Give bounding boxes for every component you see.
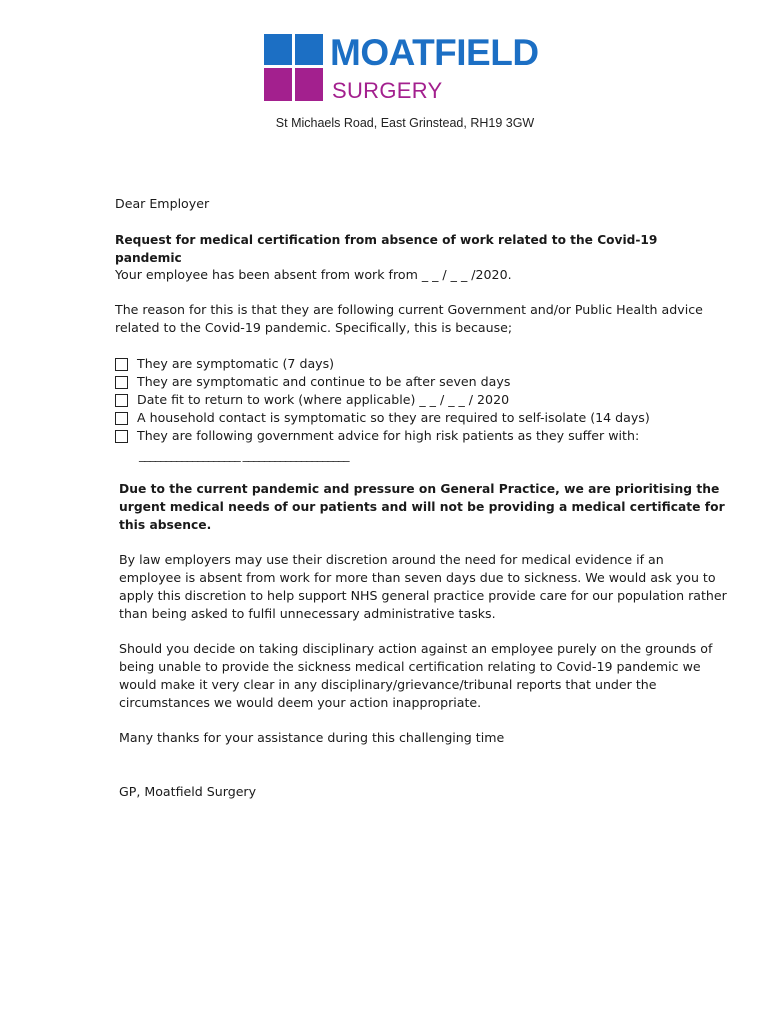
checklist-item-label: They are symptomatic (7 days) (137, 356, 335, 371)
checkbox[interactable] (115, 430, 128, 443)
condition-blank-line[interactable]: ___________________ ____________________ (139, 447, 349, 462)
checklist-item-label: A household contact is symptomatic so they are required to self-isolate (14 days) (137, 410, 650, 425)
surgery-logo (264, 34, 554, 104)
checklist-item-label: Date fit to return to work (where applicable) _ _ / _ _ / 2020 (137, 392, 510, 407)
checklist-item (115, 391, 735, 409)
letter-subject: Request for medical certification from absence of work related to the Covid-19 pandemic (115, 233, 658, 265)
checklist-item-label: They are following government advice for high risk patients as they suffer with: (137, 428, 640, 443)
notice-paragraph: Due to the current pandemic and pressure on General Practice, we are prioritising the urgent medical needs of our patients and will not be providing a medical certificate for this absence. (119, 482, 725, 532)
surgery-address: St Michaels Road, East Grinstead, RH19 3GW (275, 116, 535, 130)
checklist-item (115, 427, 735, 445)
greeting: Dear Employer (115, 196, 210, 211)
absence-date-line: Your employee has been absent from work from _ _ / _ _ /2020. (115, 267, 512, 282)
checkbox[interactable] (115, 376, 128, 389)
logo-wordmark: MOATFIELD (330, 32, 539, 73)
thanks-line: Many thanks for your assistance during this challenging time (119, 730, 505, 745)
checkbox[interactable] (115, 394, 128, 407)
checklist-item-label: They are symptomatic and continue to be after seven days (137, 374, 511, 389)
logo-subtitle: SURGERY (332, 78, 443, 103)
logo-squares-icon (264, 34, 324, 102)
checkbox[interactable] (115, 358, 128, 371)
disciplinary-paragraph: Should you decide on taking disciplinary action against an employee purely on the grounds of being unable to provide the sickness medical certification relating to Covid-19 pandemic we would make it very clear in any disciplinary/grievance/tribunal reports that under the circumstances we would deem your action inappropriate. (119, 641, 713, 710)
checklist-item (115, 355, 735, 373)
checklist-item (115, 373, 735, 391)
checkbox[interactable] (115, 412, 128, 425)
reason-checklist (115, 355, 735, 445)
checklist-item (115, 409, 735, 427)
discretion-paragraph: By law employers may use their discretion around the need for medical evidence if an employee is absent from work for more than seven days due to sickness. We would ask you to apply this discretion to help support NHS general practice provide care for our population rather than being asked to fulfil unnecessary administrative tasks. (119, 552, 727, 621)
reason-paragraph: The reason for this is that they are following current Government and/or Public Health advice related to the Covid-19 pandemic. Specifically, this is because; (115, 302, 703, 335)
signoff: GP, Moatfield Surgery (119, 784, 257, 799)
